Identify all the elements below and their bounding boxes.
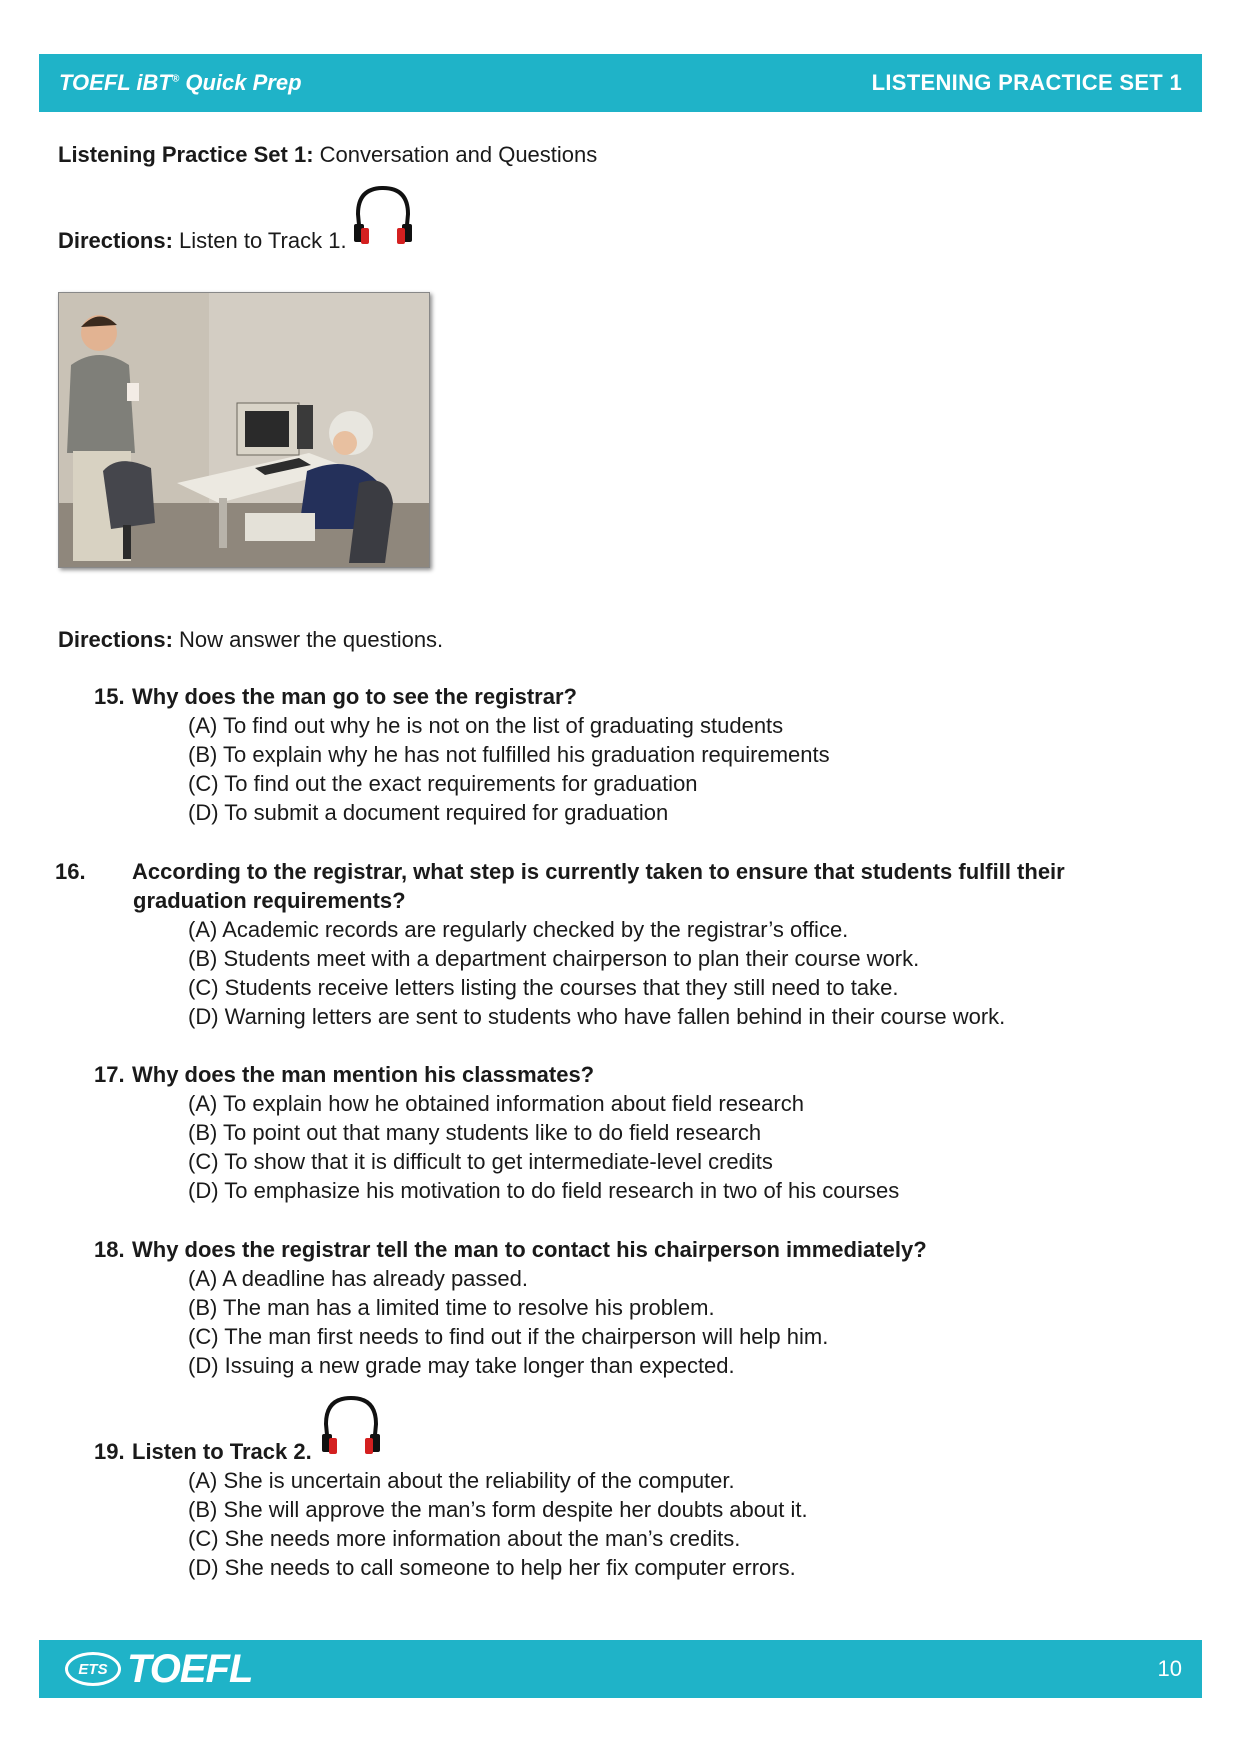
answer-option-b[interactable]: (B) To point out that many students like to do field research	[188, 1120, 762, 1145]
toefl-logo-text: TOEFL	[127, 1646, 253, 1691]
question-stem	[94, 682, 1094, 711]
header-title-main: TOEFL iBT	[59, 70, 172, 95]
header-title	[59, 70, 302, 96]
registered-mark: ®	[171, 73, 180, 85]
page-footer	[39, 1640, 1202, 1698]
question-stem	[55, 857, 1094, 915]
directions-label: Directions:	[58, 228, 173, 253]
set-title-label: Listening Practice Set 1:	[58, 142, 314, 167]
answer-option-d[interactable]: (D) Warning letters are sent to students who have fallen behind in their course work.	[188, 1004, 1006, 1029]
conversation-photo	[58, 292, 430, 568]
answer-option-d[interactable]: (D) She needs to call someone to help her fix computer errors.	[188, 1555, 796, 1580]
answer-option-b[interactable]: (B) To explain why he has not fulfilled his graduation requirements	[188, 742, 830, 767]
question-number: 19.	[94, 1439, 125, 1464]
answer-option-c[interactable]: (C) Students receive letters listing the courses that they still need to take.	[188, 975, 899, 1000]
question-number: 16.	[55, 859, 86, 884]
question-text: Why does the man mention his classmates?	[132, 1062, 595, 1087]
ets-toefl-logo	[65, 1647, 252, 1692]
question-16	[55, 857, 1094, 1031]
question-stem	[94, 1060, 1094, 1089]
photo-illustration	[59, 293, 429, 567]
question-17	[94, 1060, 1094, 1205]
question-text: Why does the man go to see the registrar?	[132, 684, 577, 709]
directions-text: Listen to Track 1.	[172, 228, 347, 253]
directions-text: Now answer the questions.	[172, 627, 444, 652]
question-stem	[94, 1235, 1094, 1264]
question-text: Listen to Track 2.	[132, 1439, 312, 1464]
question-stem	[94, 1437, 1094, 1466]
answer-option-a[interactable]: (A) Academic records are regularly checked by the registrar’s office.	[188, 917, 849, 942]
answer-option-c[interactable]: (C) The man first needs to find out if the chairperson will help him.	[188, 1324, 829, 1349]
answer-option-a[interactable]: (A) To explain how he obtained information about field research	[188, 1091, 804, 1116]
question-number: 18.	[94, 1237, 125, 1262]
answer-option-c[interactable]: (C) To show that it is difficult to get intermediate-level credits	[188, 1149, 773, 1174]
directions-track-1	[58, 228, 347, 254]
directions-answer	[58, 627, 443, 653]
directions-label: Directions:	[58, 627, 173, 652]
answer-option-d[interactable]: (D) To emphasize his motivation to do field research in two of his courses	[188, 1178, 900, 1203]
section-title: LISTENING PRACTICE SET 1	[871, 70, 1182, 95]
answer-option-b[interactable]: (B) Students meet with a department chairperson to plan their course work.	[188, 946, 920, 971]
headphones-icon[interactable]	[352, 184, 414, 250]
answer-option-c[interactable]: (C) She needs more information about the man’s credits.	[188, 1526, 741, 1551]
answer-option-b[interactable]: (B) She will approve the man’s form despite her doubts about it.	[188, 1497, 808, 1522]
question-text: Why does the registrar tell the man to contact his chairperson immediately?	[132, 1237, 927, 1262]
set-title	[58, 142, 597, 168]
question-number: 15.	[94, 684, 125, 709]
answer-option-a[interactable]: (A) To find out why he is not on the list of graduating students	[188, 713, 784, 738]
answer-option-c[interactable]: (C) To find out the exact requirements for graduation	[188, 771, 698, 796]
answer-option-a[interactable]: (A) A deadline has already passed.	[188, 1266, 529, 1291]
page-header	[39, 54, 1202, 112]
question-text: According to the registrar, what step is currently taken to ensure that students fulfill their graduation requirements?	[132, 859, 1065, 913]
set-title-text: Conversation and Questions	[313, 142, 598, 167]
header-title-suffix: Quick Prep	[179, 70, 302, 95]
question-19	[94, 1437, 1094, 1582]
question-number: 17.	[94, 1062, 125, 1087]
answer-option-b[interactable]: (B) The man has a limited time to resolve his problem.	[188, 1295, 715, 1320]
question-18	[94, 1235, 1094, 1380]
question-15	[94, 682, 1094, 827]
answer-option-d[interactable]: (D) Issuing a new grade may take longer than expected.	[188, 1353, 735, 1378]
answer-option-d[interactable]: (D) To submit a document required for graduation	[188, 800, 669, 825]
page-number: 10	[1157, 1656, 1182, 1681]
answer-option-a[interactable]: (A) She is uncertain about the reliability of the computer.	[188, 1468, 735, 1493]
ets-logo-mark: ETS	[65, 1652, 121, 1686]
